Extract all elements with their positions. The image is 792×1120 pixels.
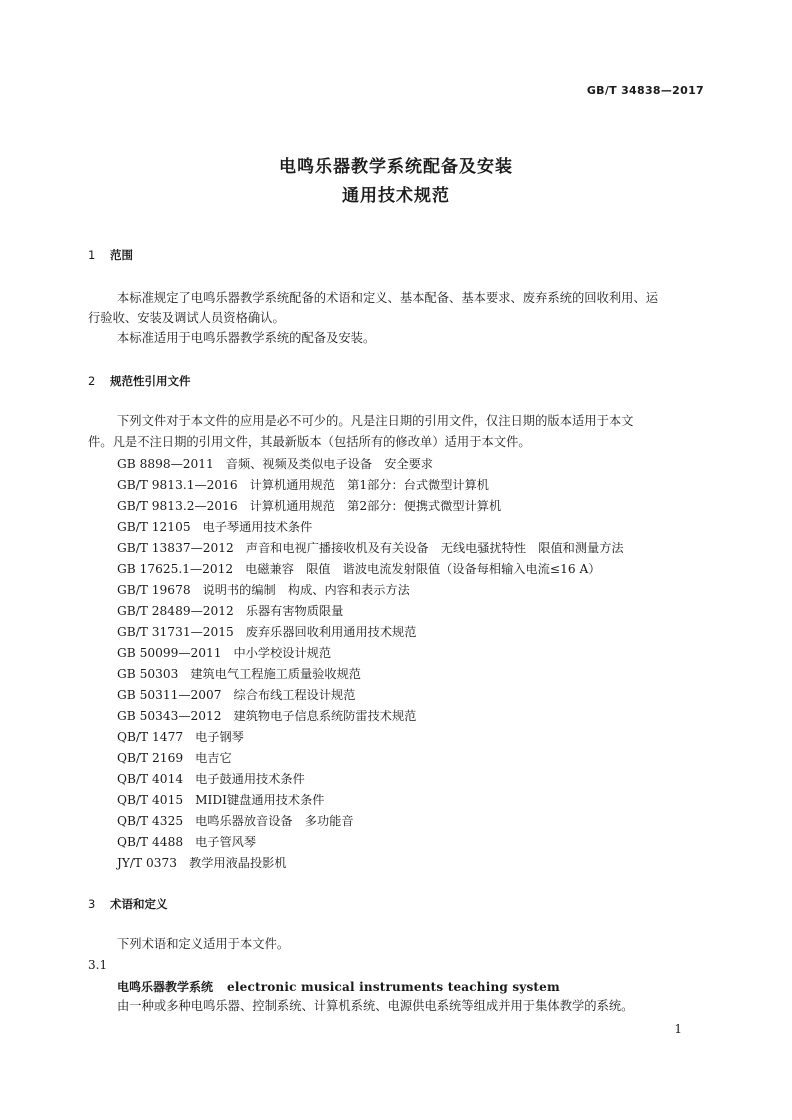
reference-item	[117, 560, 600, 577]
term-number: 3.1	[88, 958, 108, 972]
section-number: 1	[88, 248, 96, 262]
reference-code: QB/T 4014	[117, 772, 184, 786]
reference-item	[117, 602, 343, 619]
paragraph: 下列文件对于本文件的应用是必不可少的。凡是注日期的引用文件，仅注日期的版本适用于本文	[117, 414, 634, 428]
reference-title: 电子琴通用技术条件	[202, 520, 313, 534]
reference-title: 电磁兼容 限值 谐波电流发射限值（设备每相输入电流≤16 A）	[245, 562, 601, 576]
term-definition: 由一种或多种电鸣乐器、控制系统、计算机系统、电源供电系统等组成并用于集体教学的系统。	[117, 999, 634, 1013]
reference-title: MIDI键盘通用技术条件	[195, 793, 325, 807]
paragraph: 本标准规定了电鸣乐器教学系统配备的术语和定义、基本配备、基本要求、废弃系统的回收利用、运	[117, 291, 659, 305]
reference-title: 电鸣乐器放音设备 多功能音	[195, 814, 354, 828]
reference-code: QB/T 4488	[117, 835, 184, 849]
reference-code: QB/T 4015	[117, 793, 184, 807]
reference-code: QB/T 1477	[117, 730, 184, 744]
reference-item	[117, 686, 355, 703]
reference-item	[117, 665, 361, 682]
document-title-line2: 通用技术规范	[342, 186, 450, 206]
section-1-heading	[88, 247, 133, 263]
section-2-heading	[88, 373, 191, 389]
reference-code: GB 17625.1—2012	[117, 562, 234, 576]
reference-code: JY/T 0373	[117, 856, 178, 870]
reference-item	[117, 833, 256, 850]
section-number: 3	[88, 897, 96, 911]
reference-title: 建筑物电子信息系统防雷技术规范	[233, 709, 417, 723]
section-title: 范围	[110, 248, 133, 262]
page-number: 1	[674, 1022, 682, 1036]
reference-title: 计算机通用规范 第2部分：便携式微型计算机	[249, 499, 502, 513]
reference-item	[117, 854, 287, 871]
reference-code: QB/T 2169	[117, 751, 184, 765]
reference-code: GB 8898—2011	[117, 457, 214, 471]
reference-code: QB/T 4325	[117, 814, 184, 828]
reference-code: GB/T 13837—2012	[117, 541, 234, 555]
reference-item	[117, 476, 489, 493]
reference-title: 电子鼓通用技术条件	[195, 772, 305, 786]
reference-code: GB/T 28489—2012	[117, 604, 234, 618]
reference-code: GB/T 31731—2015	[117, 625, 234, 639]
reference-title: 综合布线工程设计规范	[233, 688, 356, 702]
paragraph: 本标准适用于电鸣乐器教学系统的配备及安装。	[117, 331, 376, 345]
reference-item	[117, 623, 416, 640]
reference-title: 声音和电视广播接收机及有关设备 无线电骚扰特性 限值和测量方法	[245, 541, 624, 555]
term-heading	[117, 978, 560, 995]
reference-code: GB/T 19678	[117, 583, 191, 597]
reference-item	[117, 812, 354, 829]
reference-item	[117, 707, 416, 724]
reference-title: 乐器有害物质限量	[245, 604, 344, 618]
reference-code: GB 50303	[117, 667, 179, 681]
reference-item	[117, 497, 501, 514]
section-title: 术语和定义	[110, 897, 168, 911]
paragraph: 下列术语和定义适用于本文件。	[117, 937, 290, 951]
reference-code: GB/T 9813.1—2016	[117, 478, 238, 492]
reference-item	[117, 791, 324, 808]
reference-code: GB 50311—2007	[117, 688, 222, 702]
reference-item	[117, 455, 433, 472]
reference-item	[117, 770, 305, 787]
reference-code: GB 50343—2012	[117, 709, 222, 723]
reference-title: 说明书的编制 构成、内容和表示方法	[202, 583, 410, 597]
section-title: 规范性引用文件	[110, 374, 191, 388]
reference-title: 电吉它	[195, 751, 232, 765]
reference-title: 音频、视频及类似电子设备 安全要求	[225, 457, 433, 471]
paragraph: 件。凡是不注日期的引用文件，其最新版本（包括所有的修改单）适用于本文件。	[88, 435, 531, 449]
reference-title: 电子钢琴	[195, 730, 244, 744]
reference-item	[117, 539, 624, 556]
reference-code: GB/T 12105	[117, 520, 191, 534]
reference-item	[117, 728, 244, 745]
reference-title: 电子管风琴	[195, 835, 257, 849]
reference-title: 废弃乐器回收利用通用技术规范	[245, 625, 417, 639]
reference-code: GB 50099—2011	[117, 646, 222, 660]
reference-item	[117, 581, 410, 598]
reference-title: 教学用液晶投影机	[189, 856, 287, 870]
document-title-line1: 电鸣乐器教学系统配备及安装	[279, 157, 513, 177]
reference-item	[117, 749, 232, 766]
section-number: 2	[88, 374, 96, 388]
reference-title: 计算机通用规范 第1部分：台式微型计算机	[249, 478, 489, 492]
reference-item	[117, 644, 331, 661]
paragraph: 行验收、安装及调试人员资格确认。	[88, 311, 285, 325]
term-chinese: 电鸣乐器教学系统	[117, 980, 214, 994]
reference-item	[117, 518, 312, 535]
section-3-heading	[88, 896, 168, 912]
term-english: electronic musical instruments teaching system	[227, 980, 560, 994]
reference-title: 中小学校设计规范	[233, 646, 332, 660]
reference-title: 建筑电气工程施工质量验收规范	[190, 667, 361, 681]
standard-number: GB/T 34838—2017	[586, 84, 704, 97]
reference-code: GB/T 9813.2—2016	[117, 499, 238, 513]
